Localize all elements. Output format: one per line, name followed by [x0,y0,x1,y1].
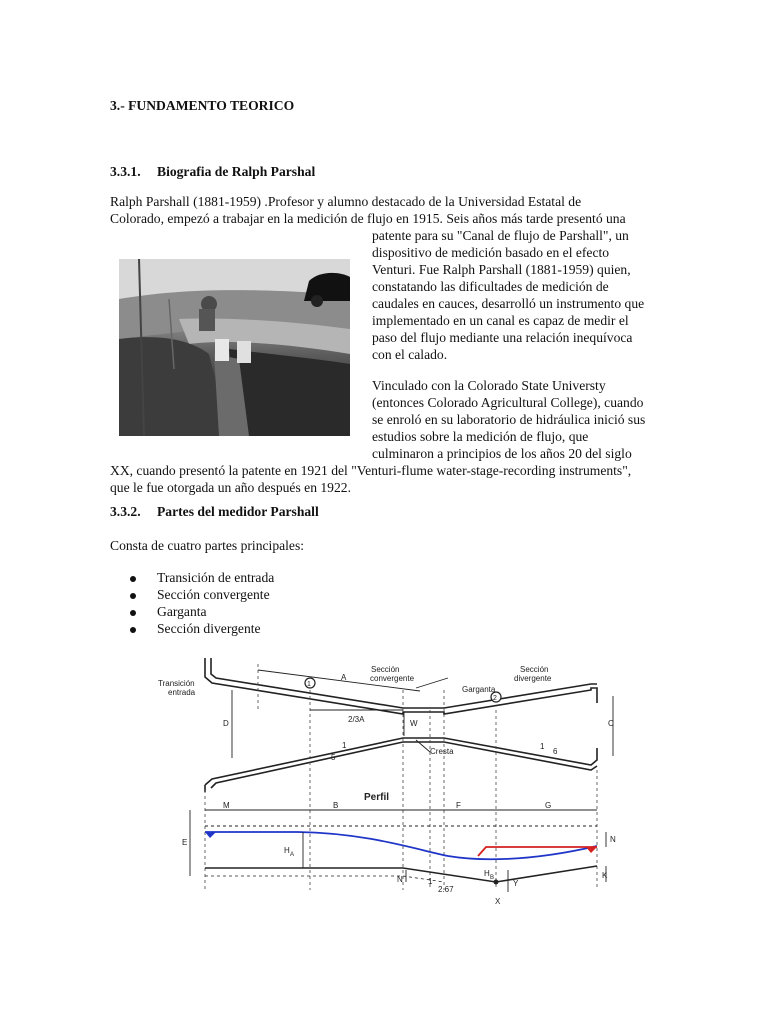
label-B: B [333,801,339,810]
section1-number: 3.3.1. [110,164,141,179]
label-convergente: convergente [370,674,415,683]
label-ratio: 2.67 [438,885,454,894]
list-item: Sección divergente [157,621,261,636]
paragraph-line: paso del flujo mediante una relación inequívoca [372,330,633,345]
label-slope1-num: 1 [342,741,347,750]
paragraph-line: estudios sobre la medición de flujo, que [372,429,589,444]
label-C: C [608,719,614,728]
paragraph-line: Vinculado con la Colorado State Universty [372,378,606,393]
label-N-low: N [397,875,403,884]
bullet-dot [130,610,136,616]
label-cresta: Cresta [430,747,454,756]
paragraph-line: constatando las dificultades de medición de [372,279,609,294]
paragraph-line: se enroló en su laboratorio de hidráulica inició sus [372,412,646,427]
main-heading: 3.- FUNDAMENTO TEORICO [110,98,295,113]
label-E: E [182,838,188,847]
paragraph-line: que le fue otorgada un año después en 1922. [110,480,351,495]
paragraph-line: caudales en cauces, desarrolló un instrumento que [372,296,645,311]
label-transicion: Transición [158,679,195,688]
label-garganta: Garganta [462,685,496,694]
label-HA-sub: A [290,852,295,858]
paragraph-line: Ralph Parshall (1881-1959) .Profesor y alumno destacado de la Universidad Estatal de [110,194,582,209]
label-gauge-1: 1 [307,681,311,688]
label-divergente: divergente [514,674,552,683]
section1-title: Biografia de Ralph Parshal [157,164,316,179]
parshall-flume-diagram [148,650,622,908]
label-gauge-2: 2 [493,695,497,702]
label-F: F [456,801,461,810]
paragraph-line: patente para su "Canal de flujo de Parshall", un [372,228,629,243]
paragraph-line: Venturi. Fue Ralph Parshall (1881-1959) quien, [372,262,631,277]
label-transicion: entrada [168,688,196,697]
bullet-dot [130,627,136,633]
label-perfil: Perfil [364,792,390,803]
label-W: W [410,719,418,728]
list-item: Sección convergente [157,587,270,602]
label-D: D [223,719,229,728]
list-item: Garganta [157,604,207,619]
bullet-dot [130,576,136,582]
label-slope2-num: 1 [540,742,545,751]
section2-number: 3.3.2. [110,504,141,519]
paragraph-line: (entonces Colorado Agricultural College), cuando [372,395,644,410]
paragraph-line: culminaron a principios de los años 20 del siglo [372,446,632,461]
label-HA: H [284,846,290,855]
paragraph-line: implementado en un canal es capaz de medir el [372,313,629,328]
label-N-right: N [610,835,616,844]
section2-intro: Consta de cuatro partes principales: [110,538,305,553]
paragraph-line: con el calado. [372,347,448,362]
label-G: G [545,801,552,810]
label-convergente: Sección [371,665,400,674]
label-HB-sub: B [490,875,495,881]
label-M: M [223,801,230,810]
parshall-photo [119,259,350,436]
label-A: A [341,673,347,682]
label-divergente: Sección [520,665,549,674]
label-Y: Y [513,879,519,888]
paragraph-line: XX, cuando presentó la patente en 1921 del "Venturi-flume water-stage-recording instruments", [110,463,632,478]
label-X: X [495,897,501,906]
section2-title: Partes del medidor Parshall [157,504,319,519]
bullet-dot [130,593,136,599]
paragraph-line: Colorado, empezó a trabajar en la medición de flujo en 1915. Seis años más tarde presentó una [110,211,626,226]
label-one: 1 [428,877,433,886]
label-K: K [602,871,608,880]
label-slope2-den: 6 [553,747,558,756]
label-slope1-den: 5 [331,753,336,762]
list-item: Transición de entrada [157,570,275,585]
label-2-3A: 2/3A [348,715,365,724]
label-HB: H [484,869,490,878]
paragraph-line: dispositivo de medición basado en el efecto [372,245,610,260]
